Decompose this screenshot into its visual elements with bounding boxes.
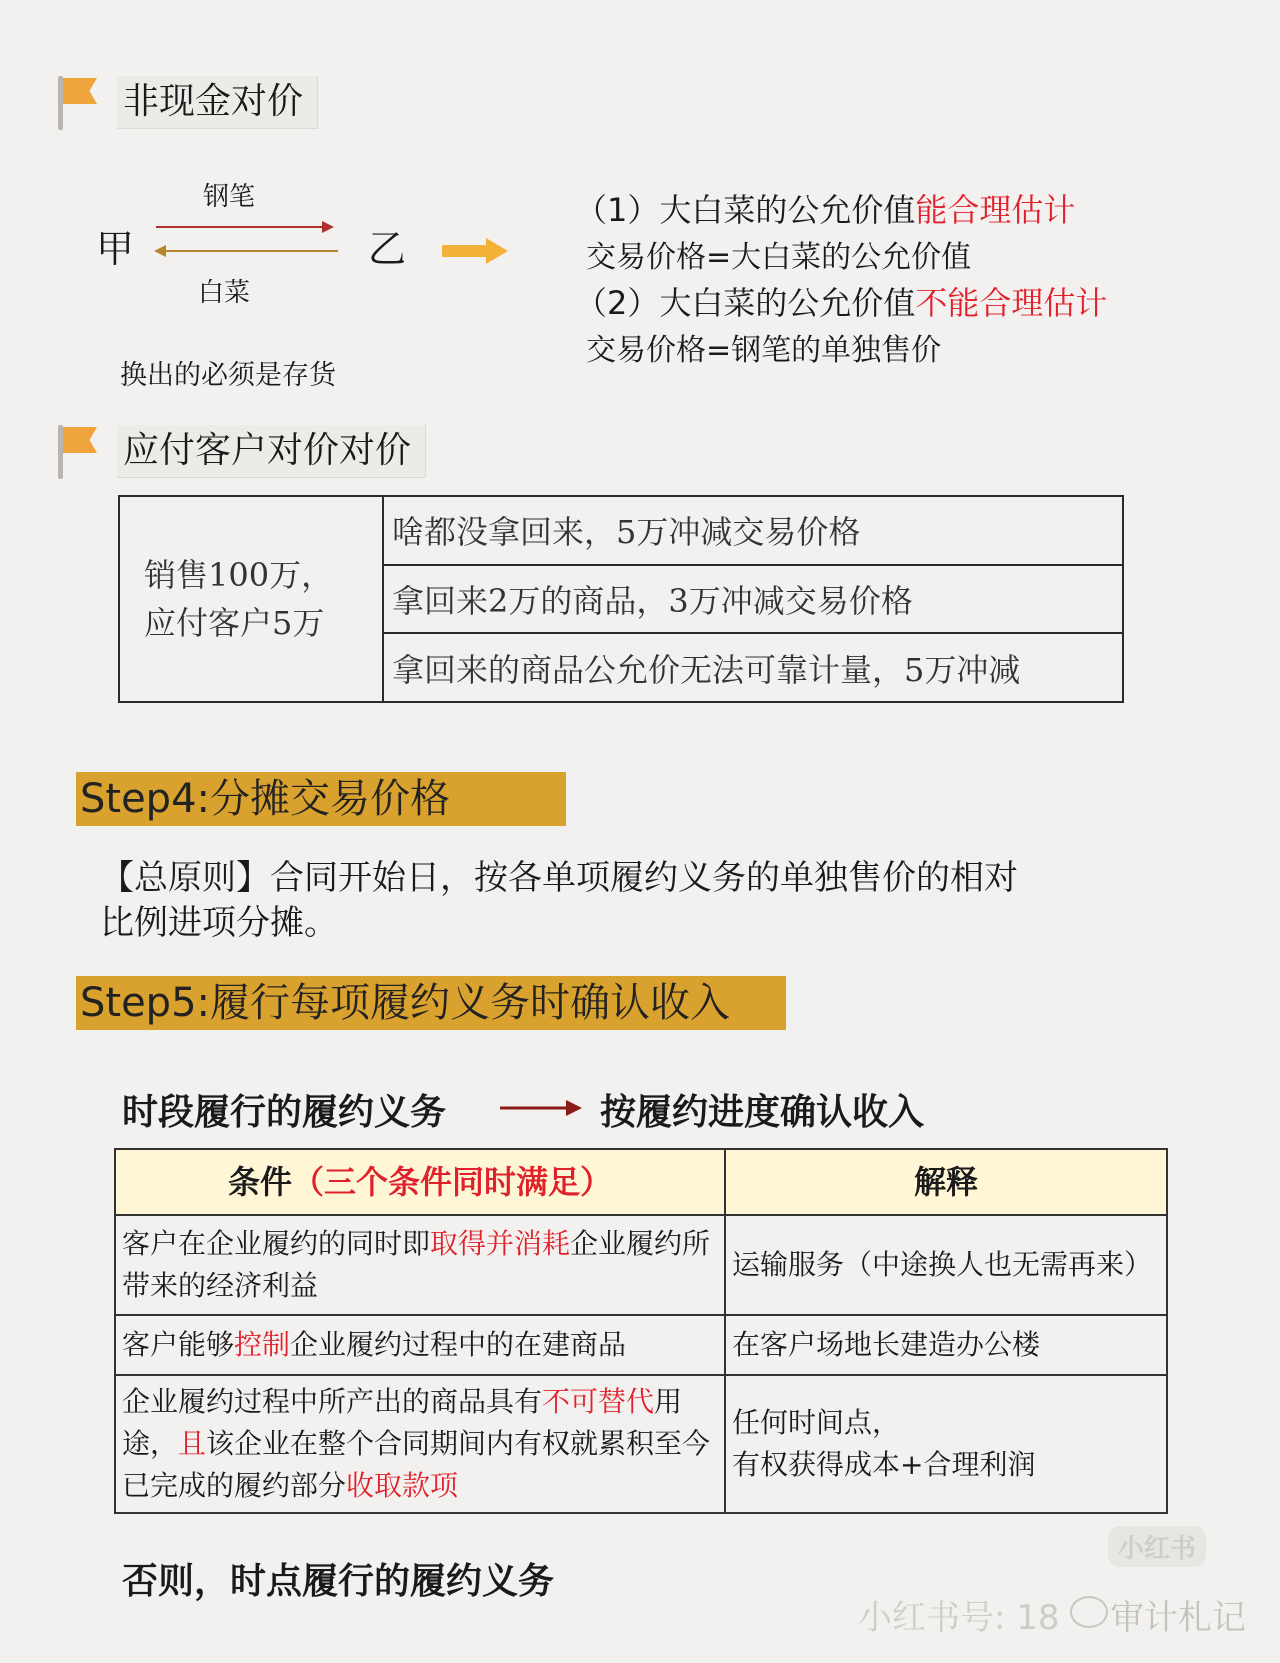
flag-icon	[52, 421, 102, 483]
exchange-arrows	[150, 215, 350, 265]
wechat-account: 审计札记	[1110, 1598, 1246, 1638]
top-arrow-label: 钢笔	[203, 182, 256, 212]
payable-consideration-table	[118, 495, 1124, 703]
progress-phrase: 按履约进度确认收入	[600, 1092, 925, 1133]
xiaohongshu-badge: 小红书	[1108, 1526, 1206, 1567]
party-b: 乙	[368, 227, 407, 271]
over-time-phrase: 时段履行的履约义务	[122, 1092, 447, 1133]
case2-line: （2）大白菜的公允价值不能合理估计	[575, 284, 1108, 322]
table-row: 拿回来的商品公允价无法可靠计量，5万冲减	[383, 633, 1123, 702]
condition-cell: 企业履约过程中所产出的商品具有不可替代用途，且该企业在整个合同期间内有权就累积至今已完成的履约部分收取款项	[115, 1375, 725, 1513]
explain-cell: 在客户场地长建造办公楼	[725, 1315, 1167, 1375]
section-heading-payable: 应付客户对价对价	[117, 425, 426, 478]
sales-summary-cell: 销售100万， 应付客户5万	[119, 496, 383, 702]
explain-cell: 运输服务（中途换人也无需再来）	[725, 1215, 1167, 1315]
step4-title: Step4:分摊交易价格	[76, 772, 566, 826]
step4-text-line2: 比例进项分摊。	[100, 903, 338, 943]
explain-cell: 任何时间点， 有权获得成本+合理利润	[725, 1375, 1167, 1513]
point-in-time-note: 否则，时点履行的履约义务	[122, 1561, 555, 1602]
flag-icon	[52, 72, 102, 134]
inventory-note: 换出的必须是存货	[120, 360, 336, 391]
case1-result: 交易价格=大白菜的公允价值	[586, 240, 972, 275]
header-condition: 条件（三个条件同时满足）	[115, 1149, 725, 1215]
bottom-arrow-label: 白菜	[198, 278, 251, 308]
header-explain: 解释	[725, 1149, 1167, 1215]
step5-title: Step5:履行每项履约义务时确认收入	[76, 976, 786, 1030]
case1-line: （1）大白菜的公允价值能合理估计	[575, 191, 1076, 229]
condition-cell: 客户能够控制企业履约过程中的在建商品	[115, 1315, 725, 1375]
step4-text-line1: 【总原则】合同开始日，按各单项履约义务的单独售价的相对	[100, 858, 1018, 898]
condition-cell: 客户在企业履约的同时即取得并消耗企业履约所带来的经济利益	[115, 1215, 725, 1315]
party-a: 甲	[96, 227, 135, 271]
table-row: 啥都没拿回来，5万冲减交易价格	[383, 496, 1123, 565]
table-row: 拿回来2万的商品，3万冲减交易价格	[383, 565, 1123, 634]
table-row	[115, 1215, 1167, 1315]
table-row	[115, 1315, 1167, 1375]
case2-result: 交易价格=钢笔的单独售价	[586, 333, 942, 368]
section-heading-noncash: 非现金对价	[117, 76, 318, 129]
arrow-icon	[498, 1096, 584, 1120]
wechat-icon	[1070, 1596, 1108, 1628]
conditions-table	[114, 1148, 1168, 1514]
right-arrow-icon	[442, 236, 512, 266]
account-watermark: 小红书号: 18	[858, 1598, 1060, 1638]
table-row	[115, 1375, 1167, 1513]
